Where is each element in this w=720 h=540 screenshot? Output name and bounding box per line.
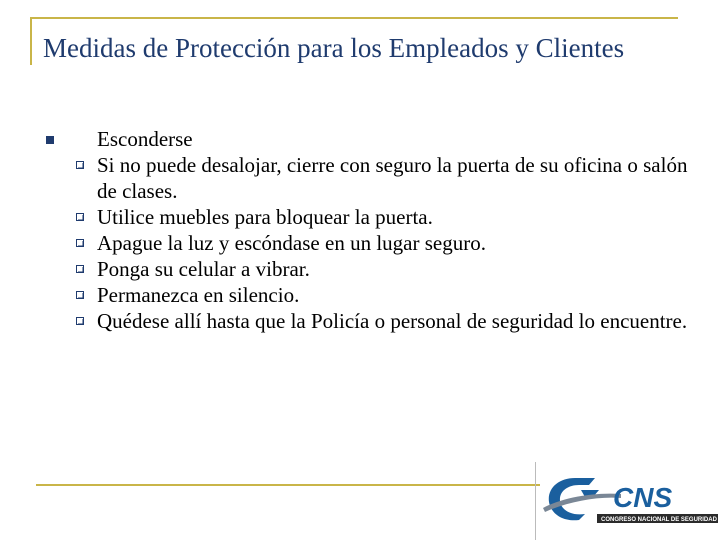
list-item-text: Apague la luz y escóndase en un lugar seguro. bbox=[97, 231, 486, 255]
list-item-text: Si no puede desalojar, cierre con seguro la puerta de su oficina o salón de clases. bbox=[97, 153, 688, 203]
list-item bbox=[44, 256, 694, 282]
logo-tagline: CONGRESO NACIONAL DE SEGURIDAD bbox=[601, 517, 717, 523]
hollow-square-bullet-icon bbox=[76, 239, 84, 247]
hollow-square-bullet-icon bbox=[76, 213, 84, 221]
slide-title: Medidas de Protección para los Empleados y Clientes bbox=[43, 33, 625, 63]
hollow-square-bullet-icon bbox=[76, 265, 84, 273]
footer-divider bbox=[535, 462, 536, 540]
hollow-square-bullet-icon bbox=[76, 161, 84, 169]
top-rule bbox=[30, 17, 678, 19]
hollow-square-bullet-icon bbox=[76, 291, 84, 299]
list-item-text: Permanezca en silencio. bbox=[97, 283, 300, 307]
list-item bbox=[44, 308, 694, 334]
left-rule bbox=[30, 17, 32, 65]
list-item bbox=[44, 230, 694, 256]
slide-content bbox=[44, 126, 694, 334]
sub-bullet-list bbox=[44, 152, 694, 334]
bullet-esconderse bbox=[44, 126, 694, 152]
list-item bbox=[44, 152, 694, 204]
list-item-text: Ponga su celular a vibrar. bbox=[97, 257, 310, 281]
list-item bbox=[44, 282, 694, 308]
list-item-text: Utilice muebles para bloquear la puerta. bbox=[97, 205, 433, 229]
bullet-heading: Esconderse bbox=[97, 127, 193, 151]
list-item-text: Quédese allí hasta que la Policía o personal de seguridad lo encuentre. bbox=[97, 309, 688, 333]
footer-rule bbox=[36, 484, 540, 486]
square-bullet-icon bbox=[46, 136, 54, 144]
hollow-square-bullet-icon bbox=[76, 317, 84, 325]
list-item bbox=[44, 204, 694, 230]
logo-acronym: CNS bbox=[613, 482, 673, 513]
cns-logo bbox=[541, 464, 720, 534]
